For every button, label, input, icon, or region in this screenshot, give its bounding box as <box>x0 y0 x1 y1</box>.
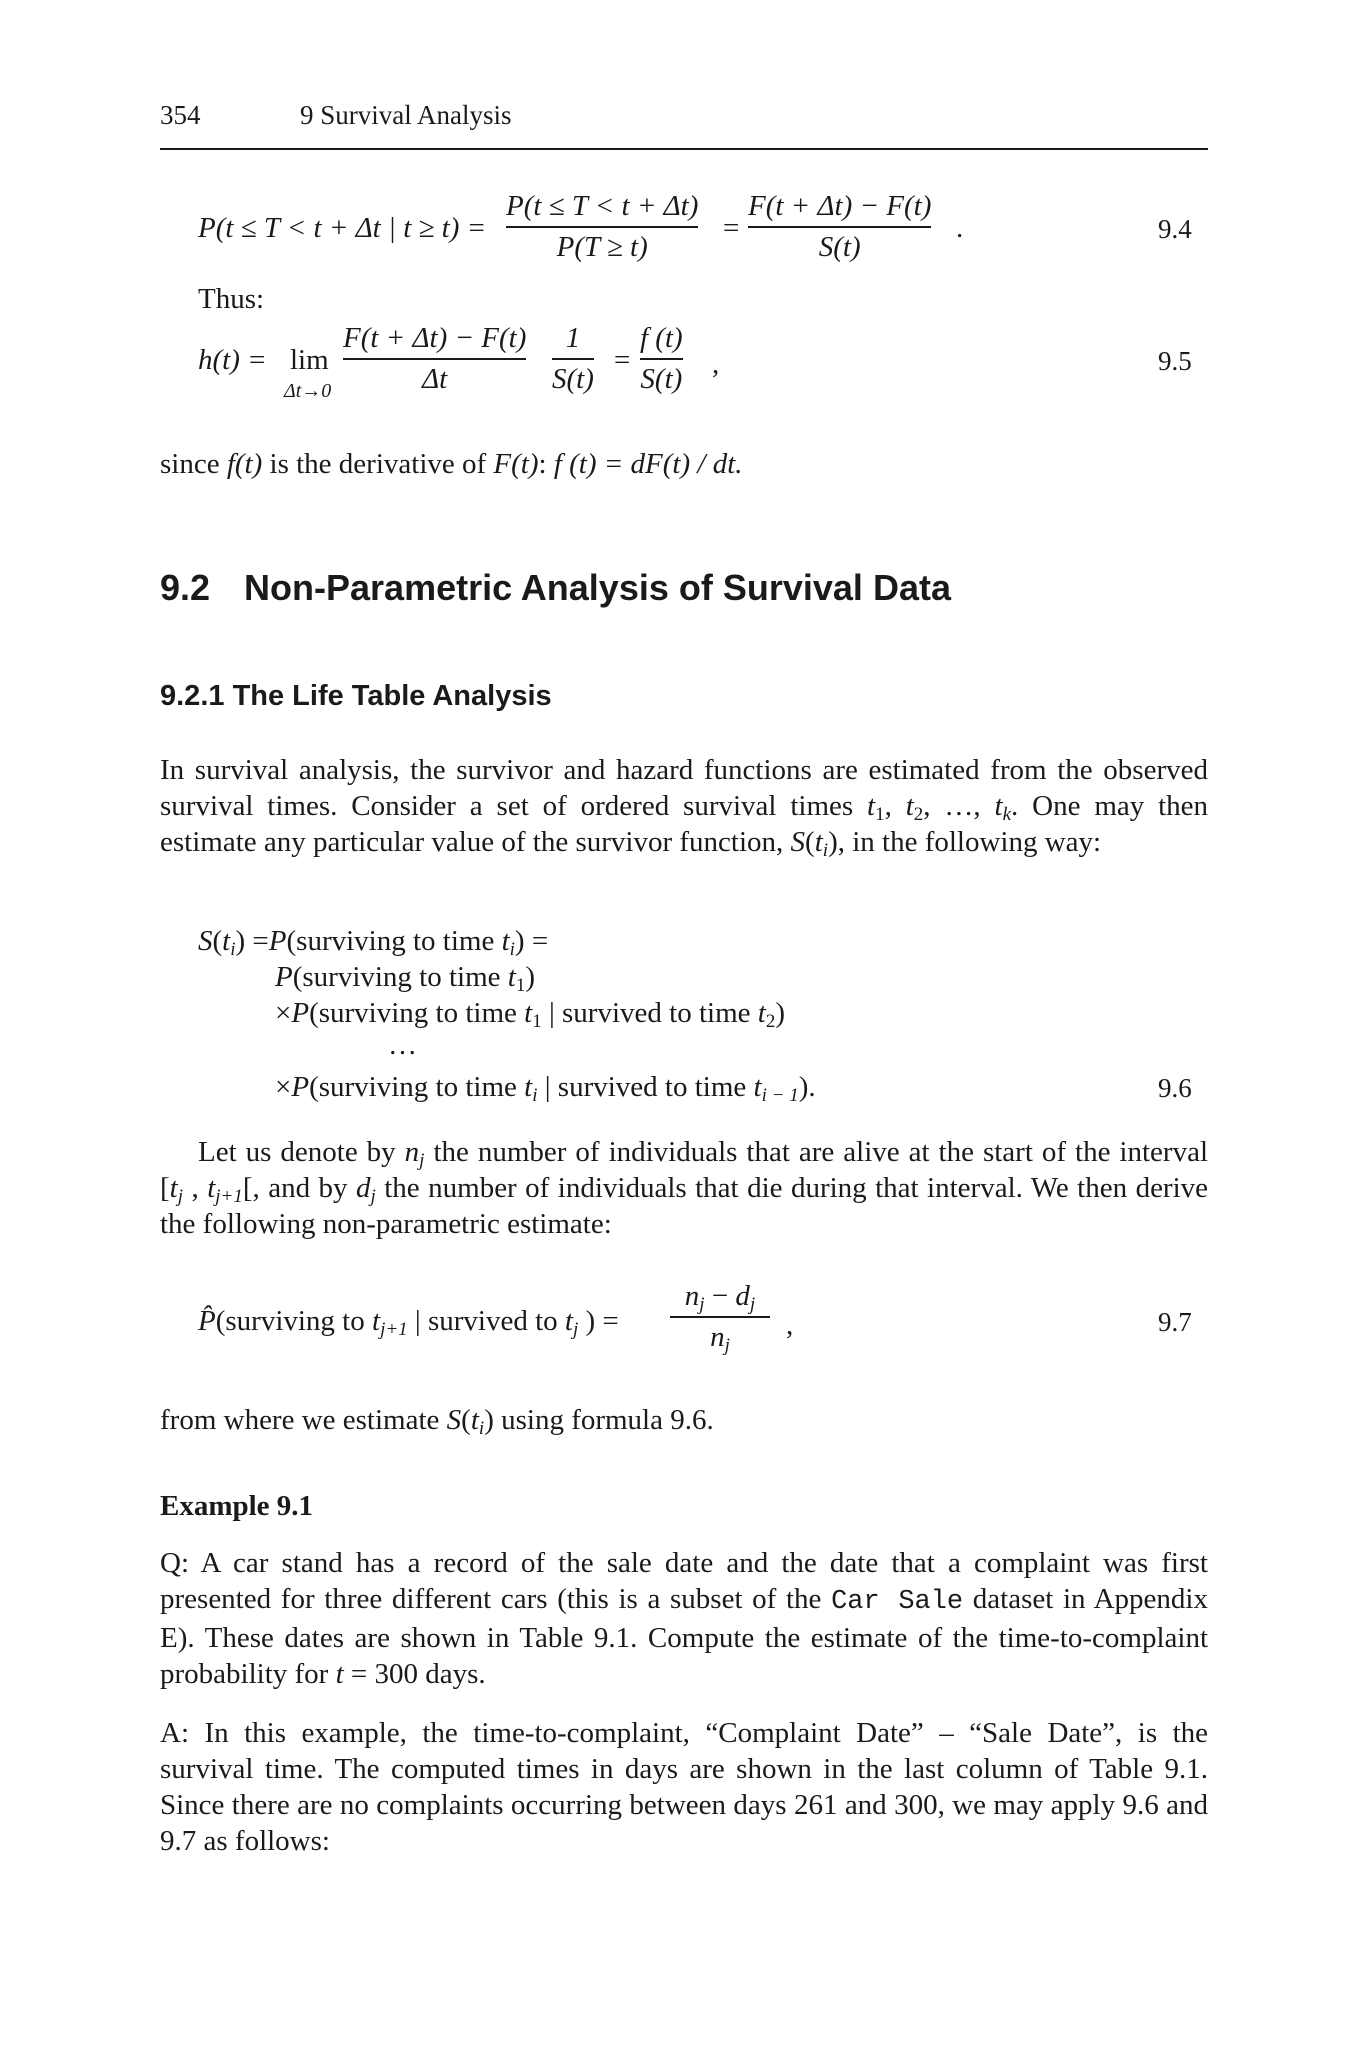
eq-9-7-fraction <box>670 1280 770 1354</box>
eq-9-4-number: 9.4 <box>1158 214 1192 244</box>
eq-9-6-line-1: $S(t_i)$ =P(surviving to time $t_i$) = <box>198 925 549 960</box>
section-number: 9.2 <box>160 567 211 608</box>
eq-9-5-f2-den: S(t) <box>552 363 594 395</box>
eq-9-6-line-4: ×P(surviving to time $t_i$ | survived to time $t_{i - 1}$). <box>275 1071 816 1106</box>
section-title: Non-Parametric Analysis of Survival Data <box>244 567 951 608</box>
eq-9-5-equals: = <box>614 344 631 376</box>
eq-9-5-f3-den: S(t) <box>640 363 683 395</box>
eq-9-4-frac2-den: S(t) <box>818 231 861 263</box>
example-title: Example 9.1 <box>160 1490 314 1522</box>
eq-9-5-f1-num: F(t + Δt) − F(t) <box>343 322 527 354</box>
eq-9-7-comma: , <box>786 1309 794 1341</box>
eq-9-4-lhs: P(t ≤ T < t + Δt | t ≥ t) = <box>198 212 487 244</box>
eq-9-4-frac2-num: F(t + Δt) − F(t) <box>748 190 932 222</box>
eq-9-7-number: 9.7 <box>1158 1307 1192 1337</box>
subsection-title: The Life Table Analysis <box>232 680 552 712</box>
eq-9-6-ellipsis: … <box>388 1029 417 1061</box>
eq-9-5-f3-num: f (t) <box>640 322 683 354</box>
from-line: from where we estimate $S(t_i)$ using formula 9.6. <box>160 1404 714 1439</box>
eq-9-5-fraction-3 <box>640 322 683 396</box>
eq-9-7-lhs: P̂(surviving to $t_{j+1}$ | survived to $t_j$ ) = <box>198 1305 619 1340</box>
eq-9-4-frac1-bar <box>506 226 698 228</box>
eq-9-5-fraction-1 <box>343 322 526 396</box>
eq-9-5-f1-den: Δt <box>422 363 448 395</box>
eq-9-5-lim: lim <box>290 344 329 376</box>
eq-9-5-f2-bar <box>552 358 594 360</box>
eq-9-6-line-2: P(surviving to time $t_1$) <box>275 961 536 996</box>
eq-9-4-equals: = <box>723 212 740 244</box>
paragraph-life-table-intro: In survival analysis, the survivor and hazard functions are estimated from the observed survival times. Consider a set of ordered survival times $t_1$, $t_2$, …, $t_k$. One may then estimate any particular value of the survivor function, $S(t_i)$, in the following way: <box>160 754 1209 861</box>
eq-9-7-bar <box>670 1316 770 1318</box>
eq-9-5-f1-bar <box>343 358 526 360</box>
eq-9-7-denominator: $n_j$ <box>710 1321 730 1356</box>
thus-label: Thus: <box>198 283 265 315</box>
eq-9-5-comma: , <box>712 348 720 380</box>
eq-9-5-number: 9.5 <box>1158 346 1192 376</box>
paragraph-notation: Let us denote by $n_j$ the number of individuals that are alive at the start of the interval [$t_j$ , $t_{j+1}$[, and by $d_j$ the number of individuals that die during that interval. We then derive the following non-parametric estimate: <box>160 1136 1209 1240</box>
subsection-number: 9.2.1 <box>160 680 225 712</box>
eq-9-6-line-3: ×P(surviving to time $t_1$ | survived to time $t_2$) <box>275 997 785 1032</box>
eq-9-4-fraction-2 <box>748 190 931 264</box>
eq-9-4-frac1-num: P(t ≤ T < t + Δt) <box>506 190 699 222</box>
eq-9-4-frac2-bar <box>748 226 931 228</box>
eq-9-4-fraction-1 <box>506 190 698 264</box>
eq-9-5-f2-num: 1 <box>565 322 581 354</box>
eq-9-5-lim-subscript: Δt→0 <box>284 380 332 402</box>
eq-9-7-numerator: $n_j - d_j$ <box>684 1280 756 1315</box>
eq-9-4-period: . <box>956 212 964 244</box>
section-heading <box>160 567 951 609</box>
page-number: 354 <box>160 100 201 130</box>
since-line: since f(t) is the derivative of F(t): f (t) = dF(t) / dt. <box>160 448 743 480</box>
eq-9-6-number: 9.6 <box>1158 1073 1192 1103</box>
eq-9-5-f3-bar <box>640 358 683 360</box>
eq-9-4-frac1-den: P(T ≥ t) <box>556 231 648 263</box>
running-chapter-title: 9 Survival Analysis <box>300 100 512 130</box>
example-answer: A: In this example, the time-to-complaint, “Complaint Date” – “Sale Date”, is the survival time. The computed times in days are shown in the last column of Table 9.1. Since there are no complaints occurring between days 261 and 300, we may apply 9.6 and 9.7 as follows: <box>160 1717 1208 1857</box>
eq-9-5-lhs: h(t) = <box>198 344 267 376</box>
example-question: Q: A car stand has a record of the sale date and the date that a complaint was first presented for three different cars (this is a subset of the Car Sale dataset in Appendix E). These dates are shown in Table 9.1. Compute the estimate of the time-to-complaint probability for t = 300 days. <box>160 1547 1208 1690</box>
header-rule <box>160 148 1208 150</box>
subsection-heading <box>160 680 552 713</box>
eq-9-5-fraction-2 <box>552 322 594 396</box>
